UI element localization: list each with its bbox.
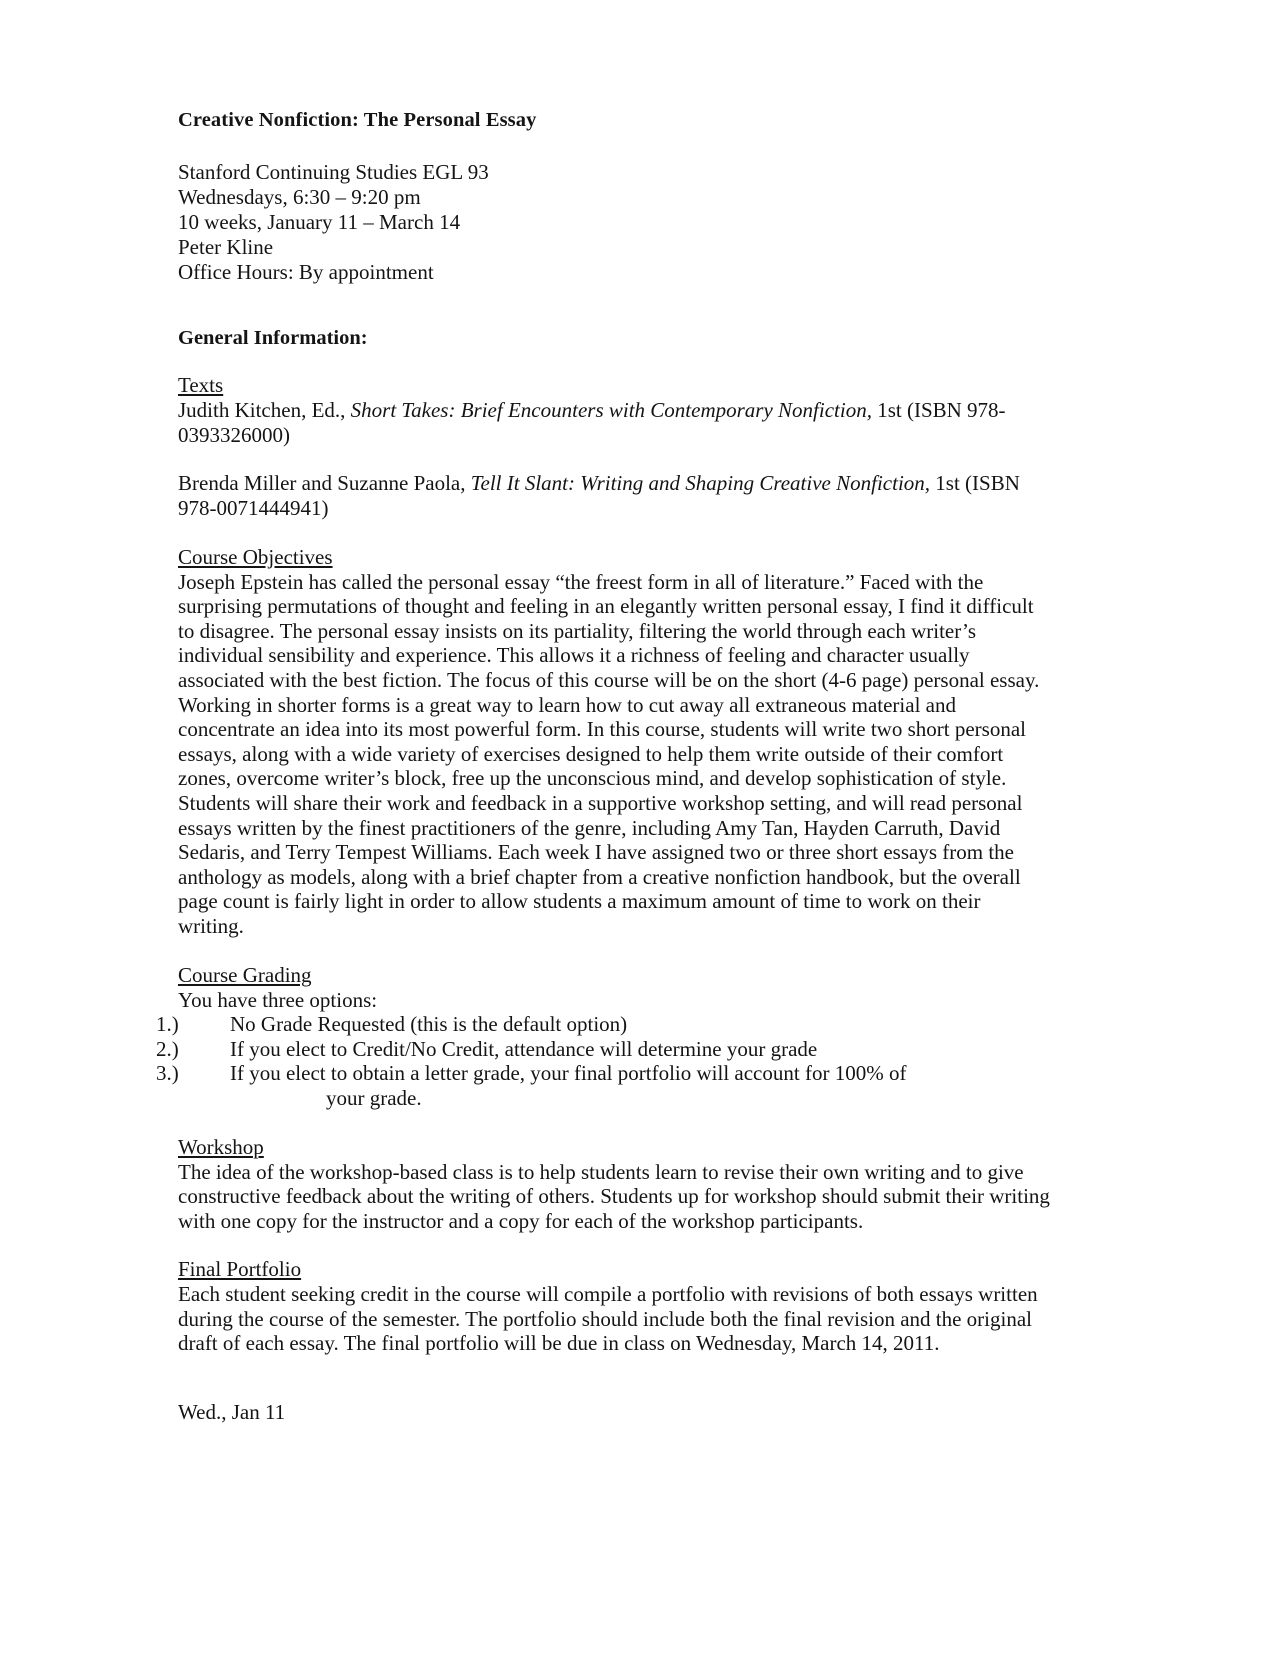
final-portfolio-heading: Final Portfolio xyxy=(178,1257,302,1282)
course-info-line: 10 weeks, January 11 – March 14 xyxy=(178,210,461,235)
general-information-heading: General Information: xyxy=(178,326,368,349)
list-item xyxy=(156,1036,1050,1062)
texts-heading: Texts xyxy=(178,373,224,398)
course-grading-heading: Course Grading xyxy=(178,962,312,987)
schedule-first-entry: Wed., Jan 11 xyxy=(178,1400,286,1425)
book1-title: Short Takes: Brief Encounters with Contemporary Nonfiction, xyxy=(350,398,872,423)
text-book-1 xyxy=(178,398,1050,447)
final-portfolio-body: Each student seeking credit in the course will compile a portfolio with revisions of both essays written during the course of the semester. The portfolio should include both the final revision and the original draft of each essay. The final portfolio will be due in class on Wednesday, March 14, 2011. xyxy=(178,1282,1038,1356)
course-info-line: Peter Kline xyxy=(178,235,274,260)
list-item xyxy=(156,1012,1050,1037)
course-objectives-heading: Course Objectives xyxy=(178,544,333,569)
course-info-line: Wednesdays, 6:30 – 9:20 pm xyxy=(178,184,421,209)
grading-options-list xyxy=(156,1012,1050,1086)
list-item-number: 2.) xyxy=(156,1036,179,1061)
book2-title: Tell It Slant: Writing and Shaping Creative Nonfiction, xyxy=(470,471,931,496)
document-body xyxy=(156,108,1050,1425)
book1-edition: 1st (ISBN 978-0393326000) xyxy=(178,398,1006,447)
page-title: Creative Nonfiction: The Personal Essay xyxy=(178,109,537,131)
book2-edition: 1st (ISBN 978-0071444941) xyxy=(178,471,1020,521)
grading-option-3-continuation: your grade. xyxy=(326,1085,422,1110)
workshop-heading: Workshop xyxy=(178,1134,264,1159)
workshop-body: The idea of the workshop-based class is to help students learn to revise their own writing and to give constructive feedback about the writing of others. Students up for workshop should submit their writing with one copy for the instructor and a copy for each of the workshop participants. xyxy=(178,1159,1050,1233)
list-item-text: No Grade Requested (this is the default option) xyxy=(230,1012,628,1037)
list-item-text: If you elect to Credit/No Credit, attendance will determine your grade xyxy=(230,1036,818,1061)
course-grading-intro: You have three options: xyxy=(178,987,378,1012)
course-info-line: Stanford Continuing Studies EGL 93 xyxy=(178,159,489,184)
course-info-block xyxy=(178,160,1050,286)
book1-author: Judith Kitchen, Ed., xyxy=(178,398,351,423)
text-book-2 xyxy=(178,471,1050,520)
list-item-number: 3.) xyxy=(156,1061,179,1086)
book2-author: Brenda Miller and Suzanne Paola, xyxy=(178,471,471,496)
course-info-line: Office Hours: By appointment xyxy=(178,260,434,285)
list-item-number: 1.) xyxy=(156,1012,179,1037)
list-item-text: If you elect to obtain a letter grade, your final portfolio will account for 100% of xyxy=(230,1061,907,1086)
list-item xyxy=(156,1061,1050,1086)
course-objectives-body: Joseph Epstein has called the personal essay “the freest form in all of literature.” Faced with the surprising permutations of thought and feeling in an elegantly written personal essay, I find it difficult to disagree. The personal essay insists on its partiality, filtering the world through each writer’s individual sensibility and experience. This allows it a richness of feeling and character usually associated with the best fiction. The focus of this course will be on the short (4-6 page) personal essay. Working in shorter forms is a great way to learn how to cut away all extraneous material and concentrate an idea into its most powerful form. In this course, students will write two short personal essays, along with a wide variety of exercises designed to help them write outside of their comfort zones, overcome writer’s block, free up the unconscious mind, and develop sophistication of style. Students will share their work and feedback in a supportive workshop setting, and will read personal essays written by the finest practitioners of the genre, including Amy Tan, Hayden Carruth, David Sedaris, and Terry Tempest Williams. Each week I have assigned two or three short essays from the anthology as models, along with a brief chapter from a creative nonfiction handbook, but the overall page count is fairly light in order to allow students a maximum amount of time to work on their writing. xyxy=(178,569,1040,938)
